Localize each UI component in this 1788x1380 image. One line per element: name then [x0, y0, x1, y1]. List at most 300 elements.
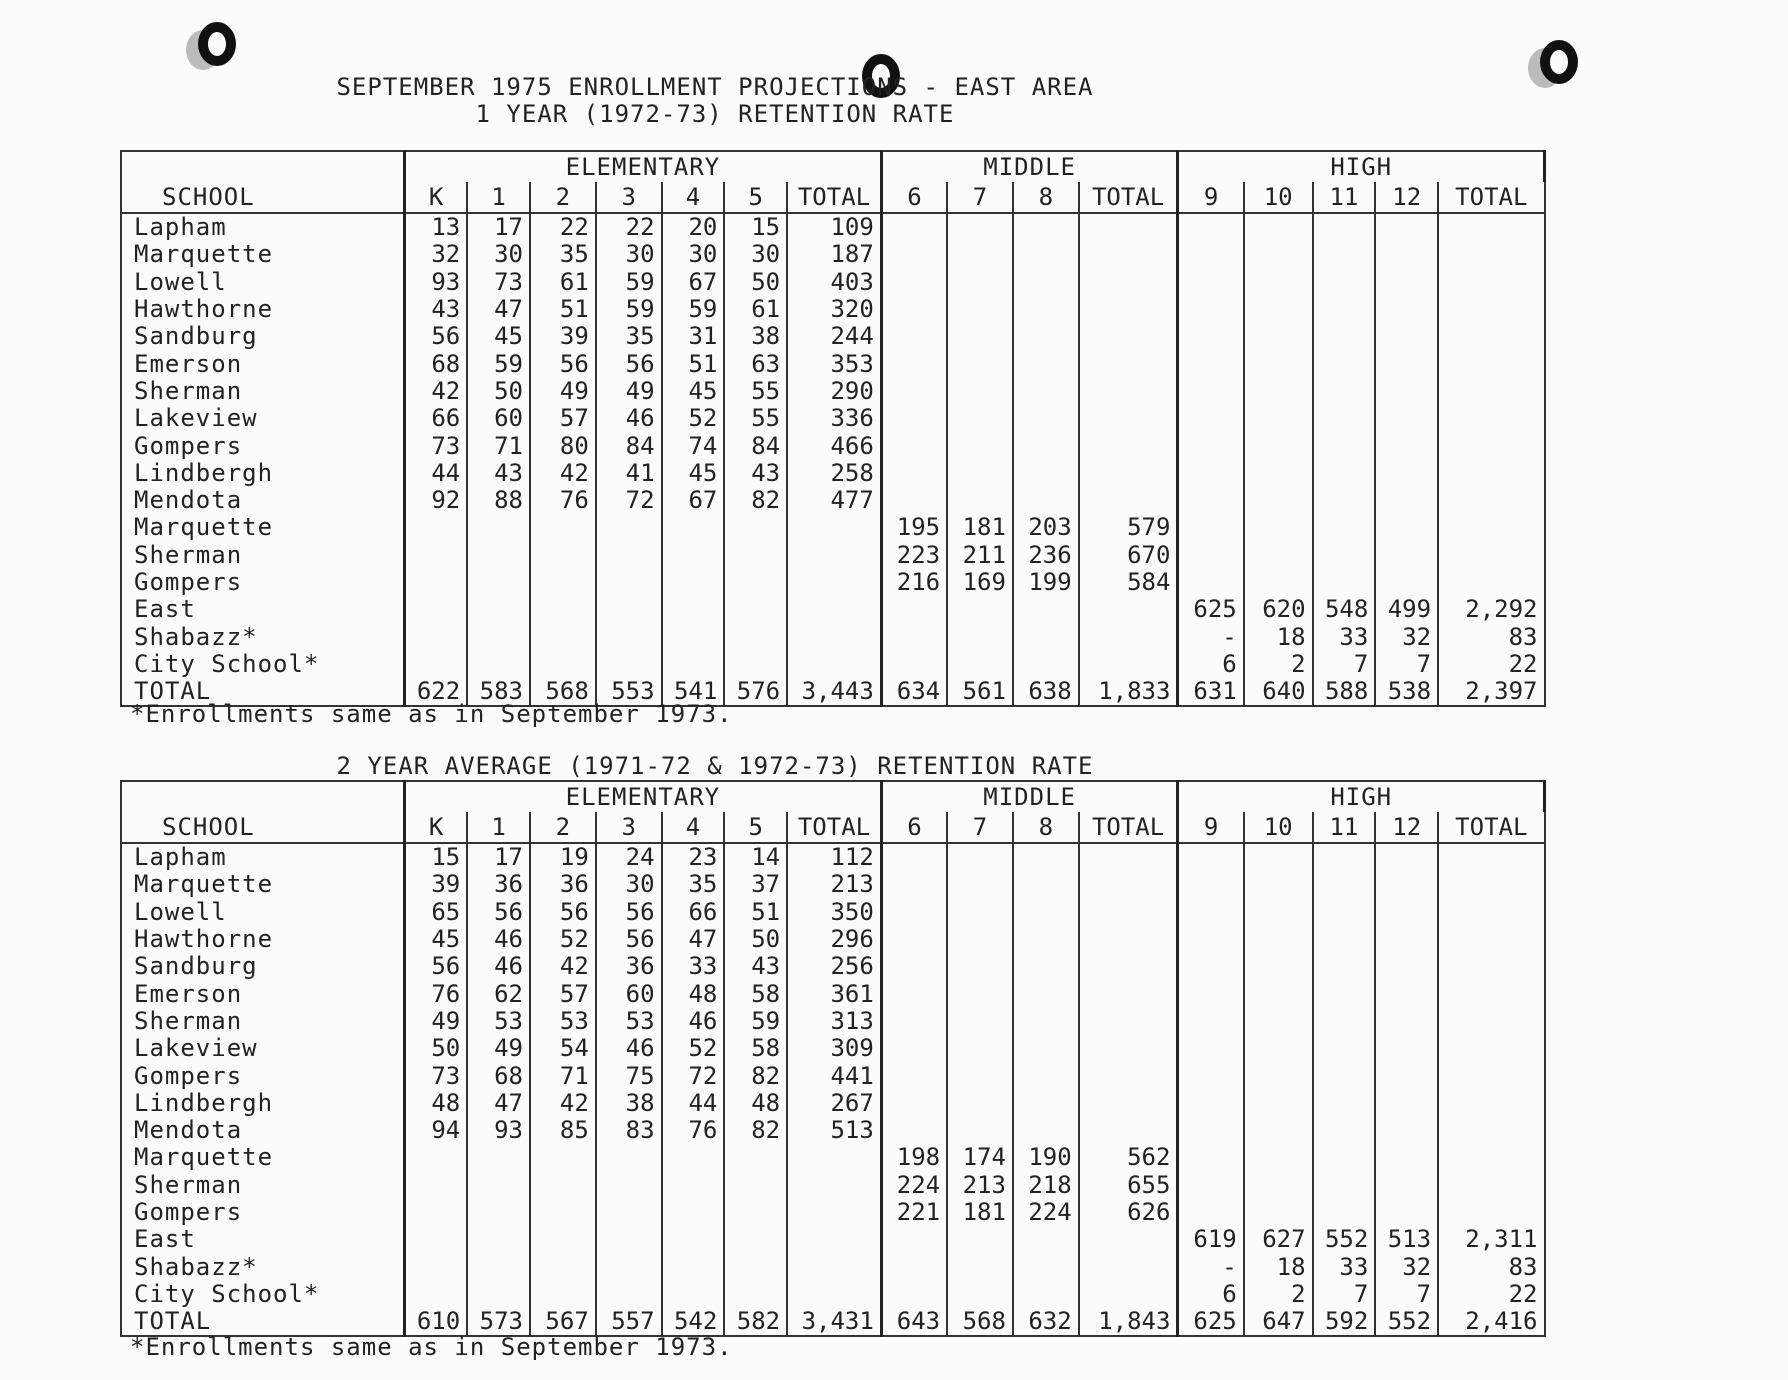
school-name: Marquette [121, 241, 404, 268]
table-cell: 198 [881, 1144, 947, 1171]
table-cell [947, 1253, 1013, 1280]
table-cell [1438, 1035, 1544, 1062]
table-row [121, 623, 1545, 650]
total-cell: 541 [662, 678, 725, 706]
table-cell [881, 460, 947, 487]
table-cell [1079, 926, 1178, 953]
table-2-footnote: *Enrollments same as in September 1973. [130, 1333, 733, 1361]
table-cell [1079, 899, 1178, 926]
table-cell: 94 [404, 1117, 467, 1144]
table-cell [881, 296, 947, 323]
table-cell [1375, 843, 1438, 871]
table-cell [1079, 651, 1178, 678]
table-cell [947, 953, 1013, 980]
table-cell: 63 [724, 350, 787, 377]
school-name: Lindbergh [121, 460, 404, 487]
column-header: 10 [1244, 812, 1313, 843]
table-cell [1079, 432, 1178, 459]
table-cell [1244, 378, 1313, 405]
school-name: Hawthorne [121, 296, 404, 323]
table-cell: 53 [467, 1008, 530, 1035]
table-cell [787, 1199, 881, 1226]
table-cell: 59 [596, 269, 662, 296]
table-row [121, 432, 1545, 459]
table-cell: 218 [1013, 1172, 1079, 1199]
total-cell: 640 [1244, 678, 1313, 706]
table-cell: 14 [724, 843, 787, 871]
table-cell: 93 [404, 269, 467, 296]
table-cell [947, 899, 1013, 926]
table-cell: 30 [724, 241, 787, 268]
table-cell [1013, 1062, 1079, 1089]
school-name: Lowell [121, 899, 404, 926]
school-name: Gompers [121, 432, 404, 459]
column-header: TOTAL [1079, 182, 1178, 213]
table-cell [881, 1008, 947, 1035]
table-cell [1313, 1008, 1376, 1035]
table-cell: 15 [724, 213, 787, 241]
table-cell [1079, 1117, 1178, 1144]
table-cell: 6 [1178, 651, 1244, 678]
table-cell: 56 [596, 899, 662, 926]
table-cell [881, 213, 947, 241]
table-cell [662, 623, 725, 650]
table-row [121, 460, 1545, 487]
table-cell [1375, 926, 1438, 953]
table-cell: 76 [530, 487, 596, 514]
group-header-elementary: ELEMENTARY [404, 151, 881, 182]
table-cell [1313, 487, 1376, 514]
table-cell [467, 623, 530, 650]
table-cell [1438, 843, 1544, 871]
total-cell: 3,431 [787, 1308, 881, 1336]
table-cell [1313, 980, 1376, 1007]
table-cell [947, 843, 1013, 871]
table-cell: 62 [467, 980, 530, 1007]
table-cell [1178, 323, 1244, 350]
school-name: Marquette [121, 871, 404, 898]
table-cell [1013, 899, 1079, 926]
total-cell: 542 [662, 1308, 725, 1336]
table-cell [467, 1226, 530, 1253]
table-cell [787, 623, 881, 650]
table-cell [947, 269, 1013, 296]
table-cell [596, 1144, 662, 1171]
table-cell [1079, 1281, 1178, 1308]
total-cell: 561 [947, 678, 1013, 706]
table-cell [404, 1253, 467, 1280]
table-cell [881, 432, 947, 459]
table-cell: 35 [530, 241, 596, 268]
table-cell: 169 [947, 569, 1013, 596]
table-cell [947, 213, 1013, 241]
table-cell [1375, 1172, 1438, 1199]
table-cell [1178, 926, 1244, 953]
table-cell: 82 [724, 1062, 787, 1089]
table-cell [1313, 323, 1376, 350]
table-cell: - [1178, 1253, 1244, 1280]
table-cell: 42 [530, 953, 596, 980]
school-name: Hawthorne [121, 926, 404, 953]
blank-header-cell [121, 151, 404, 182]
total-cell: 610 [404, 1308, 467, 1336]
total-label: TOTAL [121, 678, 404, 706]
table-cell [1178, 487, 1244, 514]
table-cell [1244, 843, 1313, 871]
table-cell: 33 [1313, 623, 1376, 650]
table-cell: 53 [596, 1008, 662, 1035]
table-cell: 109 [787, 213, 881, 241]
table-cell [1178, 980, 1244, 1007]
table-cell [1438, 350, 1544, 377]
table-cell [947, 871, 1013, 898]
table-cell: 20 [662, 213, 725, 241]
table-cell: 195 [881, 514, 947, 541]
table-cell [1438, 1199, 1544, 1226]
table-cell [1013, 1090, 1079, 1117]
table-cell [1375, 213, 1438, 241]
table-cell [1438, 296, 1544, 323]
table-cell: 35 [662, 871, 725, 898]
table-cell: 36 [467, 871, 530, 898]
table-cell: 39 [404, 871, 467, 898]
column-header: TOTAL [787, 812, 881, 843]
table-cell [467, 651, 530, 678]
table-cell [1079, 269, 1178, 296]
table-cell [881, 378, 947, 405]
table-cell: 56 [596, 926, 662, 953]
table-cell: 213 [787, 871, 881, 898]
table-cell [1244, 926, 1313, 953]
table-cell: 18 [1244, 1253, 1313, 1280]
table-cell: 47 [467, 1090, 530, 1117]
table-cell [1079, 1090, 1178, 1117]
table-cell [1178, 899, 1244, 926]
table-cell: 620 [1244, 596, 1313, 623]
table-row [121, 980, 1545, 1007]
school-name: Sherman [121, 542, 404, 569]
table-cell: 39 [530, 323, 596, 350]
table-row [121, 871, 1545, 898]
group-header-middle: MIDDLE [881, 781, 1178, 812]
table-cell [1178, 460, 1244, 487]
page-title: SEPTEMBER 1975 ENROLLMENT PROJECTIONS - EAST AREA [336, 73, 1094, 101]
table-cell [787, 569, 881, 596]
table-cell: 57 [530, 980, 596, 1007]
school-name: Emerson [121, 350, 404, 377]
table-cell: 72 [596, 487, 662, 514]
table-cell [1244, 1117, 1313, 1144]
table-cell [1438, 1062, 1544, 1089]
table-cell [881, 1035, 947, 1062]
table-cell [530, 514, 596, 541]
table-cell: 2 [1244, 1281, 1313, 1308]
table-cell: 45 [662, 460, 725, 487]
table-cell [1375, 899, 1438, 926]
table-cell: 626 [1079, 1199, 1178, 1226]
school-name: Shabazz* [121, 623, 404, 650]
table-cell [530, 651, 596, 678]
table-cell [787, 1253, 881, 1280]
table-cell [724, 569, 787, 596]
total-cell: 588 [1313, 678, 1376, 706]
table-cell [1375, 871, 1438, 898]
table-cell: 80 [530, 432, 596, 459]
group-header-high: HIGH [1178, 151, 1545, 182]
table-cell [947, 432, 1013, 459]
table-cell [724, 1172, 787, 1199]
total-cell: 568 [530, 678, 596, 706]
table-cell: 56 [467, 899, 530, 926]
table-cell: 51 [530, 296, 596, 323]
table-cell [1438, 241, 1544, 268]
table-cell [881, 899, 947, 926]
table-cell: 55 [724, 405, 787, 432]
table-cell: 46 [596, 405, 662, 432]
table-cell: 181 [947, 1199, 1013, 1226]
table-cell: 35 [596, 323, 662, 350]
table-cell [1178, 569, 1244, 596]
column-header: 7 [947, 182, 1013, 213]
table-cell [1013, 1008, 1079, 1035]
table-cell: 22 [530, 213, 596, 241]
table-cell [1313, 1062, 1376, 1089]
table-cell [467, 1172, 530, 1199]
table-cell [530, 1253, 596, 1280]
table-cell [404, 651, 467, 678]
table-cell [1313, 569, 1376, 596]
total-cell: 2,416 [1438, 1308, 1544, 1336]
table-cell [1438, 953, 1544, 980]
table-cell [1178, 296, 1244, 323]
table-cell [881, 1090, 947, 1117]
table-cell [724, 651, 787, 678]
table-cell [1313, 542, 1376, 569]
table-cell: 57 [530, 405, 596, 432]
total-cell: 573 [467, 1308, 530, 1336]
table-row [121, 926, 1545, 953]
table-cell: 73 [404, 1062, 467, 1089]
table-cell: 49 [404, 1008, 467, 1035]
total-cell: 3,443 [787, 678, 881, 706]
table-row [121, 899, 1545, 926]
table-cell: 42 [530, 1090, 596, 1117]
group-header-row [121, 781, 1545, 812]
table-cell: 361 [787, 980, 881, 1007]
column-header: 11 [1313, 182, 1376, 213]
table-cell [1438, 487, 1544, 514]
table-2-caption: 2 YEAR AVERAGE (1971-72 & 1972-73) RETENTION RATE [336, 752, 1094, 780]
table-cell: 61 [530, 269, 596, 296]
table-cell: 24 [596, 843, 662, 871]
table-cell [596, 1281, 662, 1308]
table-cell [1079, 953, 1178, 980]
table-row [121, 1035, 1545, 1062]
table-cell [1178, 953, 1244, 980]
table-cell [1013, 405, 1079, 432]
table-cell: 579 [1079, 514, 1178, 541]
school-name: Gompers [121, 1062, 404, 1089]
table-cell [530, 1199, 596, 1226]
table-cell [662, 651, 725, 678]
school-name: Marquette [121, 1144, 404, 1171]
school-name: Lindbergh [121, 1090, 404, 1117]
table-cell [596, 1199, 662, 1226]
table-cell [1079, 213, 1178, 241]
table-cell: 211 [947, 542, 1013, 569]
table-cell [1178, 1090, 1244, 1117]
table-cell: 7 [1375, 1281, 1438, 1308]
school-name: Lowell [121, 269, 404, 296]
table-cell [1079, 1253, 1178, 1280]
table-cell: 51 [662, 350, 725, 377]
table-cell [724, 1199, 787, 1226]
table-cell [724, 542, 787, 569]
table-cell: 68 [404, 350, 467, 377]
table-cell [1178, 542, 1244, 569]
table-cell [1178, 213, 1244, 241]
table-cell [596, 569, 662, 596]
table-cell: 244 [787, 323, 881, 350]
table-cell: 22 [1438, 651, 1544, 678]
table-cell [787, 1172, 881, 1199]
table-cell [467, 596, 530, 623]
school-name: Sherman [121, 378, 404, 405]
table-cell [1244, 1144, 1313, 1171]
table-cell [662, 596, 725, 623]
table-cell: 41 [596, 460, 662, 487]
table-cell [1244, 569, 1313, 596]
table-cell [1438, 323, 1544, 350]
table-cell [1244, 953, 1313, 980]
table-cell [1313, 953, 1376, 980]
table-cell: 655 [1079, 1172, 1178, 1199]
table-cell [596, 623, 662, 650]
table-cell [467, 542, 530, 569]
table-cell: 22 [1438, 1281, 1544, 1308]
column-header: 5 [724, 182, 787, 213]
table-cell [1438, 899, 1544, 926]
table-row [121, 1281, 1545, 1308]
table-cell [881, 1226, 947, 1253]
school-name: Marquette [121, 514, 404, 541]
table-cell: 403 [787, 269, 881, 296]
table-cell [404, 569, 467, 596]
total-cell: 638 [1013, 678, 1079, 706]
table-cell [1079, 1008, 1178, 1035]
table-cell: 17 [467, 843, 530, 871]
table-row [121, 269, 1545, 296]
table-cell: 7 [1375, 651, 1438, 678]
table-cell: 499 [1375, 596, 1438, 623]
table-cell [596, 514, 662, 541]
table-cell: 72 [662, 1062, 725, 1089]
table-cell: 68 [467, 1062, 530, 1089]
table-cell [787, 514, 881, 541]
table-cell: 213 [947, 1172, 1013, 1199]
table-cell: 88 [467, 487, 530, 514]
table-cell [1438, 378, 1544, 405]
table-cell [1244, 487, 1313, 514]
table-cell [1013, 378, 1079, 405]
table-cell: 313 [787, 1008, 881, 1035]
table-cell: 267 [787, 1090, 881, 1117]
table-cell: 50 [724, 926, 787, 953]
table-row [121, 323, 1545, 350]
table-cell: 84 [596, 432, 662, 459]
school-column-header: SCHOOL [121, 812, 404, 843]
column-header: 8 [1013, 812, 1079, 843]
table-cell: 65 [404, 899, 467, 926]
table-cell [1013, 871, 1079, 898]
table-cell: 71 [467, 432, 530, 459]
table-cell [662, 542, 725, 569]
table-cell [1079, 980, 1178, 1007]
table-cell [1313, 405, 1376, 432]
table-cell [596, 651, 662, 678]
table-cell: 56 [404, 953, 467, 980]
table-cell: 60 [467, 405, 530, 432]
table-cell [1438, 980, 1544, 1007]
table-cell: 187 [787, 241, 881, 268]
table-cell [1313, 269, 1376, 296]
table-cell [1313, 296, 1376, 323]
table-cell: 353 [787, 350, 881, 377]
total-cell: 567 [530, 1308, 596, 1336]
table-cell [662, 569, 725, 596]
table-cell: 83 [1438, 1253, 1544, 1280]
table-cell [1079, 296, 1178, 323]
table-cell [1013, 926, 1079, 953]
table-cell [1079, 460, 1178, 487]
table-cell: 56 [530, 350, 596, 377]
column-header: K [404, 812, 467, 843]
table-cell: 52 [662, 405, 725, 432]
table-cell [1375, 542, 1438, 569]
table-row [121, 296, 1545, 323]
table-cell [1313, 1035, 1376, 1062]
table-cell [596, 596, 662, 623]
table-cell [1079, 1062, 1178, 1089]
table-row [121, 241, 1545, 268]
table-cell [1244, 514, 1313, 541]
table-row [121, 350, 1545, 377]
table-cell [947, 1117, 1013, 1144]
table-cell [404, 1199, 467, 1226]
table-cell: 45 [467, 323, 530, 350]
table-cell [467, 1253, 530, 1280]
table-cell: 46 [467, 953, 530, 980]
table-cell [1438, 514, 1544, 541]
table-cell [1375, 487, 1438, 514]
table-cell: 18 [1244, 623, 1313, 650]
table-cell [662, 514, 725, 541]
table-cell [1375, 1035, 1438, 1062]
table-cell [1313, 241, 1376, 268]
table-cell [1079, 1035, 1178, 1062]
table-cell: 46 [662, 1008, 725, 1035]
total-cell: 1,843 [1079, 1308, 1178, 1336]
table-cell [881, 269, 947, 296]
table-cell: - [1178, 623, 1244, 650]
table-cell [1013, 269, 1079, 296]
table-cell: 42 [530, 460, 596, 487]
table-cell [881, 350, 947, 377]
table-cell [1079, 1226, 1178, 1253]
table-cell [947, 651, 1013, 678]
table-cell [1013, 1281, 1079, 1308]
table-cell [724, 1253, 787, 1280]
